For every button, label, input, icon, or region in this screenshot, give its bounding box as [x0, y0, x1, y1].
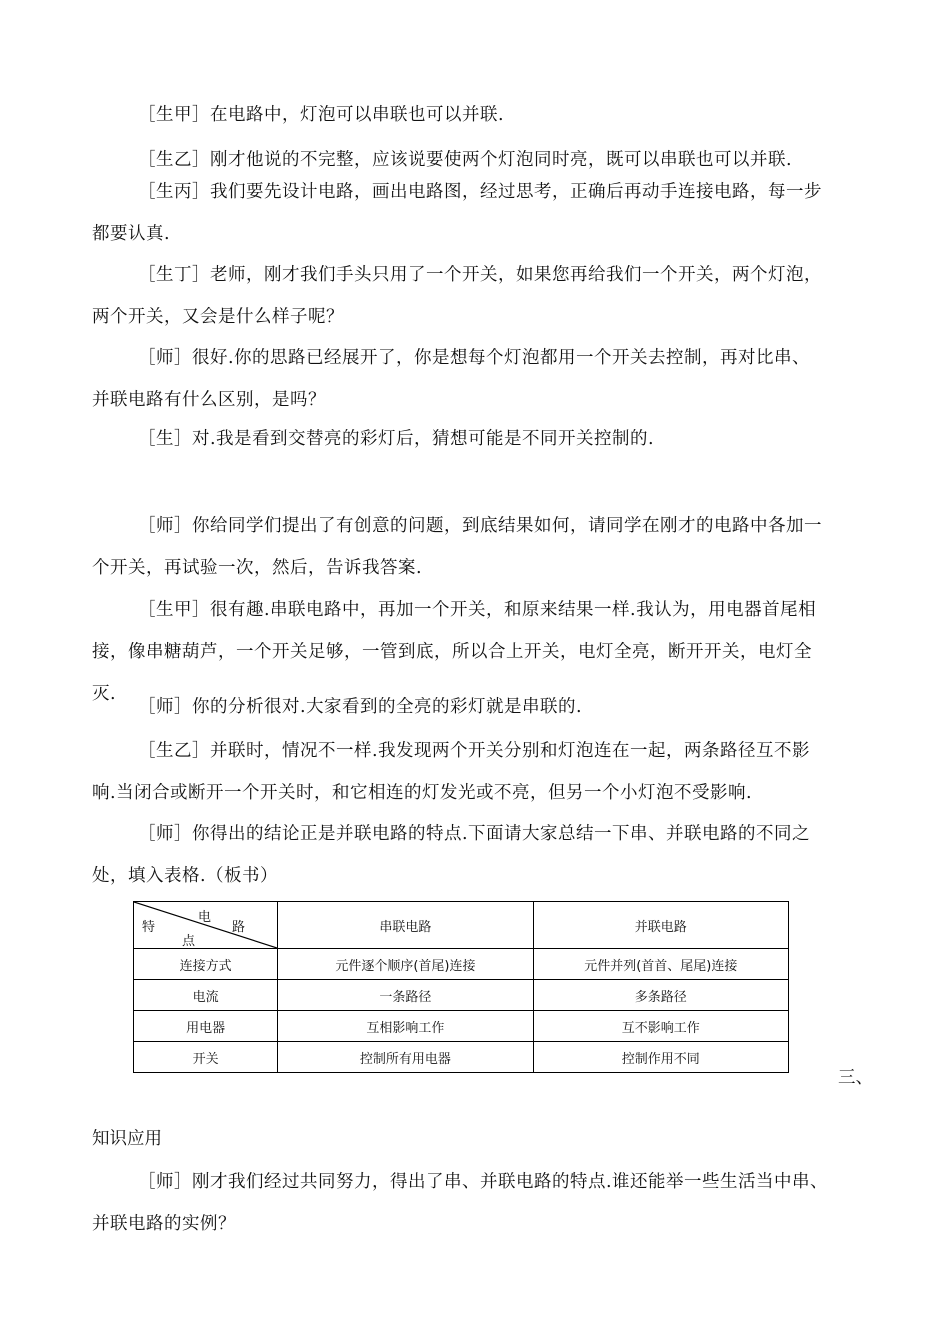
paragraph: [92, 171, 862, 255]
table-header-row: [134, 902, 789, 949]
corner-bottom-char: 点: [182, 934, 196, 949]
series-cell: 一条路径: [278, 980, 533, 1011]
paragraph-line: ［师］你给同学们提出了有创意的问题，到底结果如何，请同学在刚才的电路中各加一: [138, 516, 822, 536]
paragraph-line: 并联电路的实例？: [92, 1214, 236, 1234]
paragraph-line: 都要认真.: [92, 224, 171, 244]
table-row: [134, 949, 789, 980]
paragraph: [92, 730, 862, 814]
table-row: [134, 980, 789, 1011]
paragraph: [92, 505, 862, 589]
paragraph-line: ［生乙］并联时，情况不一样.我发现两个开关分别和灯泡连在一起，两条路径互不影: [138, 741, 811, 761]
row-label: 用电器: [134, 1011, 278, 1042]
section-number: 三、: [838, 1068, 873, 1088]
paragraph-line: ［生丁］老师，刚才我们手头只用了一个开关，如果您再给我们一个开关，两个灯泡，: [138, 265, 822, 285]
paragraph-line: 接，像串糖葫芦，一个开关足够，一管到底，所以合上开关，电灯全亮，断开开关，电灯全: [92, 642, 812, 662]
series-cell: 互相影响工作: [278, 1011, 533, 1042]
parallel-cell: 控制作用不同: [533, 1042, 788, 1073]
table-corner-cell: [134, 902, 278, 949]
row-label: 电流: [134, 980, 278, 1011]
paragraph: [92, 254, 862, 338]
corner-left-char: 特: [142, 920, 156, 935]
parallel-cell: 互不影响工作: [533, 1011, 788, 1042]
paragraph-line: 两个开关，又会是什么样子呢？: [92, 307, 344, 327]
parallel-cell: 多条路径: [533, 980, 788, 1011]
paragraph: [92, 96, 862, 134]
paragraph: [92, 1161, 862, 1245]
series-cell: 元件逐个顺序(首尾)连接: [278, 949, 533, 980]
parallel-cell: 元件并列(首首、尾尾)连接: [533, 949, 788, 980]
paragraph: [92, 688, 862, 726]
paragraph: [92, 420, 862, 458]
corner-top-char-1: 电: [198, 910, 212, 925]
paragraph-line: 处，填入表格.（板书）: [92, 866, 279, 886]
row-label: 开关: [134, 1042, 278, 1073]
table-row: [134, 1011, 789, 1042]
paragraph: [92, 337, 862, 421]
paragraph: [92, 813, 862, 897]
paragraph-line: 响.当闭合或断开一个开关时，和它相连的灯发光或不亮，但另一个小灯泡不受影响.: [92, 783, 753, 803]
paragraph-line: 个开关，再试验一次，然后，告诉我答案.: [92, 558, 423, 578]
row-label: 连接方式: [134, 949, 278, 980]
table-row: [134, 1042, 789, 1073]
paragraph-line: ［生甲］很有趣.串联电路中，再加一个开关，和原来结果一样.我认为，用电器首尾相: [138, 600, 817, 620]
comparison-table: [133, 901, 789, 1073]
paragraph-line: ［师］很好.你的思路已经展开了，你是想每个灯泡都用一个开关去控制，再对比串、: [138, 348, 811, 368]
paragraph-line: ［生丙］我们要先设计电路，画出电路图，经过思考，正确后再动手连接电路，每一步: [138, 182, 822, 202]
corner-top-char-2: 路: [232, 920, 246, 935]
paragraph-line: ［师］刚才我们经过共同努力，得出了串、并联电路的特点.谁还能举一些生活当中串、: [138, 1172, 829, 1192]
series-cell: 控制所有用电器: [278, 1042, 533, 1073]
paragraph-line: ［生甲］在电路中，灯泡可以串联也可以并联.: [138, 105, 505, 125]
header-parallel: 并联电路: [533, 902, 788, 949]
section-title: 知识应用: [92, 1129, 162, 1149]
paragraph-line: 灭.: [92, 684, 117, 704]
paragraph-line: ［生］对.我是看到交替亮的彩灯后，猜想可能是不同开关控制的.: [138, 429, 655, 449]
paragraph-line: 并联电路有什么区别，是吗？: [92, 390, 326, 410]
paragraph-line: ［师］你得出的结论正是并联电路的特点.下面请大家总结一下串、并联电路的不同之: [138, 824, 811, 844]
paragraph-line: ［师］你的分析很对.大家看到的全亮的彩灯就是串联的.: [138, 697, 583, 717]
paragraph-line: ［生乙］刚才他说的不完整，应该说要使两个灯泡同时亮，既可以串联也可以并联.: [138, 150, 793, 170]
header-series: 串联电路: [278, 902, 533, 949]
